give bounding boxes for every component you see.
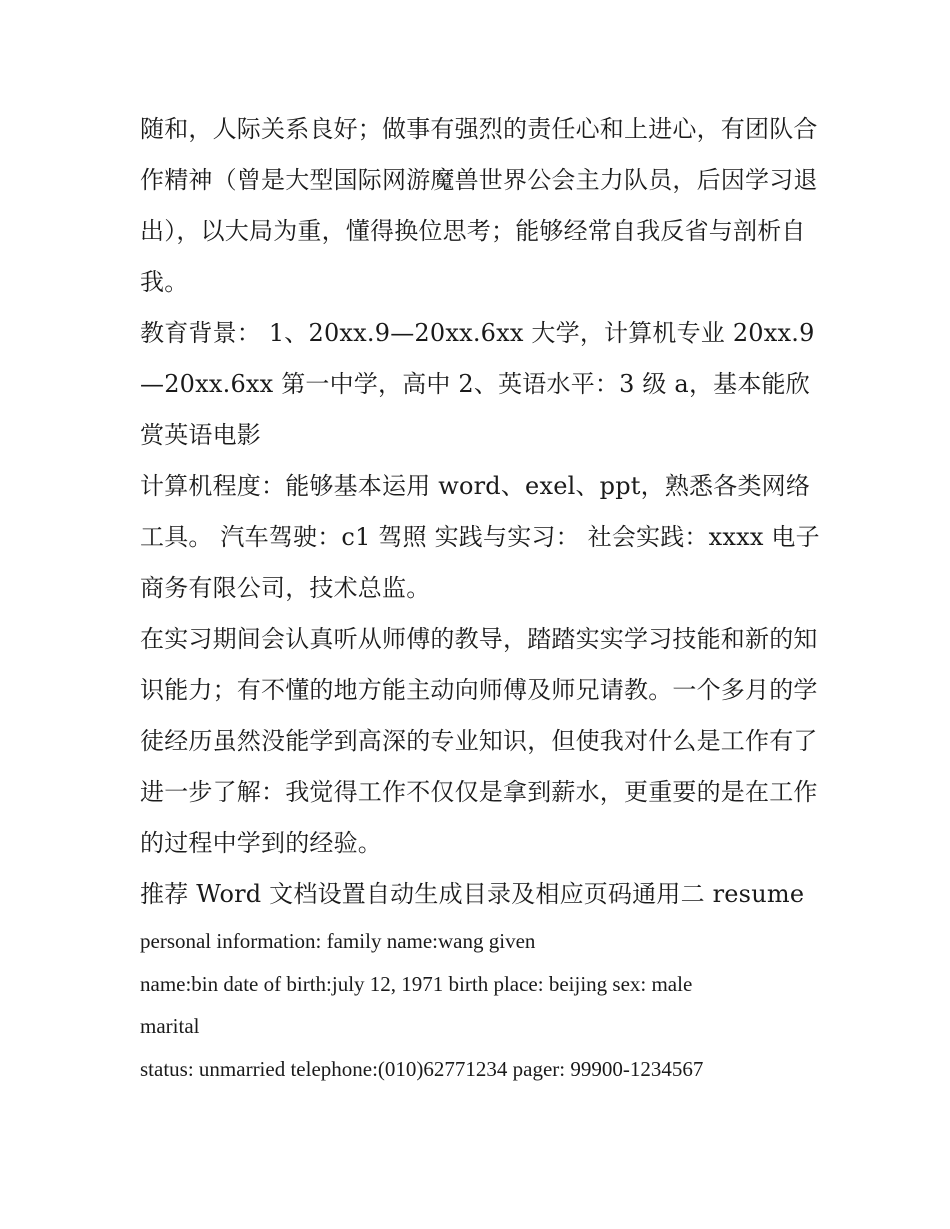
paragraph-education: 教育背景： 1、20xx.9—20xx.6xx 大学，计算机专业 20xx.9—20xx.6xx 第一中学，高中 2、英语水平：3 级 a，基本能欣赏英语电影 <box>140 319 815 449</box>
paragraph-skills: 计算机程度：能够基本运用 word、exel、ppt，熟悉各类网络工具。 汽车驾驶：c1 驾照 实践与实习： 社会实践：xxxx 电子商务有限公司，技术总监。 <box>140 472 820 602</box>
resume-line-status-contact: status: unmarried telephone:(010)62771234 pager: 99900-1234567 <box>140 1056 704 1081</box>
paragraph-internship: 在实习期间会认真听从师傅的教导，踏踏实实学习技能和新的知识能力；有不懂的地方能主动向师傅及师兄请教。一个多月的学徒经历虽然没能学到高深的专业知识，但使我对什么是工作有了进一步了解：我觉得工作不仅仅是拿到薪水，更重要的是在工作的过程中学到的经验。 <box>140 625 818 857</box>
document-body <box>140 104 820 1090</box>
paragraph-personality: 随和，人际关系良好；做事有强烈的责任心和上进心，有团队合作精神（曾是大型国际网游魔兽世界公会主力队员，后因学习退出），以大局为重，懂得换位思考；能够经常自我反省与剖析自我。 <box>140 115 818 296</box>
paragraph-recommend-heading: 推荐 Word 文档设置自动生成目录及相应页码通用二 resume <box>140 880 805 908</box>
resume-line-name-birth: name:bin date of birth:july 12, 1971 birth place: beijing sex: male <box>140 971 693 996</box>
resume-line-marital: marital <box>140 1014 200 1038</box>
resume-line-personal-info: personal information: family name:wang given <box>140 929 536 953</box>
